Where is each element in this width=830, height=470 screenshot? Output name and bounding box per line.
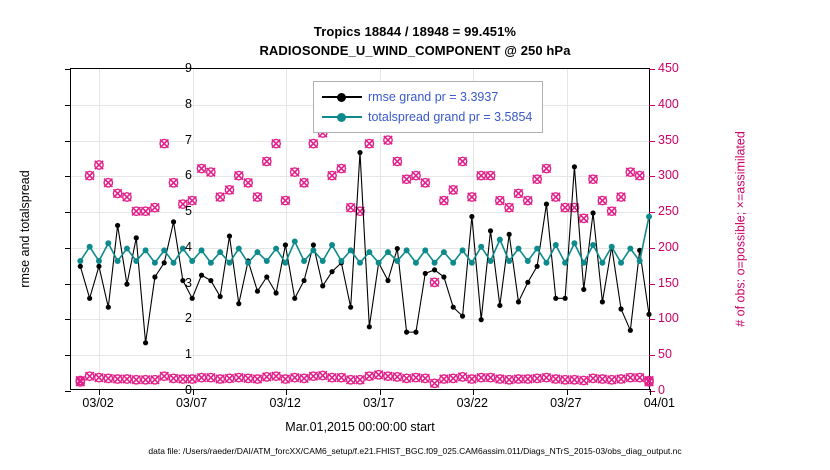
y-tick-label-left: 7 bbox=[185, 132, 192, 147]
y-tick-right bbox=[649, 141, 655, 142]
obs-assimilated-marker bbox=[440, 196, 448, 204]
series-point bbox=[245, 260, 251, 266]
series-point bbox=[366, 249, 372, 255]
series-point bbox=[535, 264, 540, 269]
obs-assimilated-marker bbox=[598, 375, 606, 383]
series-point bbox=[199, 247, 205, 253]
obs-assimilated-marker bbox=[337, 164, 345, 172]
series-point bbox=[385, 278, 390, 283]
obs-assimilated-marker bbox=[319, 371, 327, 379]
obs-assimilated-marker bbox=[486, 171, 494, 179]
obs-assimilated-marker bbox=[216, 193, 224, 201]
obs-assimilated-marker bbox=[263, 157, 271, 165]
obs-assimilated-marker bbox=[384, 372, 392, 380]
legend-item-totalspread bbox=[322, 107, 532, 127]
obs-assimilated-marker bbox=[104, 374, 112, 382]
series-point bbox=[581, 260, 587, 266]
obs-assimilated-marker bbox=[430, 379, 438, 387]
series-point bbox=[236, 246, 242, 252]
legend-label-totalspread: totalspread grand pr = 3.5854 bbox=[368, 110, 533, 124]
series-point bbox=[292, 238, 298, 244]
obs-assimilated-marker bbox=[524, 375, 532, 383]
series-point bbox=[105, 240, 111, 246]
series-point bbox=[488, 258, 494, 264]
obs-assimilated-marker bbox=[421, 179, 429, 187]
y-tick-label-left: 6 bbox=[185, 168, 192, 183]
obs-assimilated-marker bbox=[458, 373, 466, 381]
title-line-1: Tropics 18844 / 18948 = 99.451% bbox=[313, 24, 517, 39]
x-tick bbox=[193, 389, 194, 395]
series-point bbox=[544, 202, 549, 207]
y-tick-label-left: 5 bbox=[185, 204, 192, 219]
series-point bbox=[218, 294, 223, 299]
series-point bbox=[507, 232, 512, 237]
series-point bbox=[274, 290, 279, 295]
obs-assimilated-marker bbox=[188, 375, 196, 383]
series-point bbox=[115, 258, 121, 264]
obs-assimilated-marker bbox=[468, 375, 476, 383]
series-point bbox=[217, 249, 223, 255]
series-point bbox=[226, 260, 232, 266]
obs-assimilated-marker bbox=[374, 371, 382, 379]
obs-assimilated-marker bbox=[458, 157, 466, 165]
series-point bbox=[609, 244, 615, 250]
obs-assimilated-marker bbox=[580, 376, 588, 384]
x-tick-label: 04/01 bbox=[643, 396, 675, 410]
series-point bbox=[310, 247, 316, 253]
series-point bbox=[143, 340, 148, 345]
series-point bbox=[329, 242, 335, 248]
obs-assimilated-marker bbox=[524, 196, 532, 204]
obs-assimilated-marker bbox=[430, 278, 438, 286]
series-point bbox=[301, 258, 307, 264]
y-tick-right bbox=[649, 248, 655, 249]
obs-assimilated-marker bbox=[95, 161, 103, 169]
series-point bbox=[404, 330, 409, 335]
obs-assimilated-marker bbox=[123, 193, 131, 201]
x-tick bbox=[99, 389, 100, 395]
y-tick-label-right: 250 bbox=[658, 204, 679, 219]
series-point bbox=[87, 244, 93, 250]
series-point bbox=[460, 247, 466, 253]
obs-assimilated-marker bbox=[216, 375, 224, 383]
series-point bbox=[115, 223, 120, 228]
y-tick-label-left: 3 bbox=[185, 275, 192, 290]
obs-assimilated-marker bbox=[365, 139, 373, 147]
series-point bbox=[450, 260, 456, 266]
y-tick-label-left: 0 bbox=[185, 383, 192, 397]
series-point bbox=[376, 260, 382, 266]
series-point bbox=[329, 269, 334, 274]
legend-marker-totalspread bbox=[322, 111, 362, 123]
obs-assimilated-marker bbox=[440, 375, 448, 383]
obs-assimilated-marker bbox=[365, 372, 373, 380]
y-axis-label-right: # of obs: o=possible; ×=assimilated bbox=[734, 131, 748, 327]
series-point bbox=[478, 244, 484, 250]
y-tick-left bbox=[65, 391, 71, 392]
obs-assimilated-marker bbox=[309, 139, 317, 147]
series-point bbox=[162, 260, 167, 265]
obs-assimilated-marker bbox=[626, 168, 634, 176]
obs-assimilated-marker bbox=[449, 374, 457, 382]
series-point bbox=[618, 306, 623, 311]
obs-assimilated-marker bbox=[468, 193, 476, 201]
obs-assimilated-marker bbox=[291, 373, 299, 381]
series-point bbox=[254, 249, 260, 255]
series-point bbox=[571, 240, 577, 246]
legend-label-rmse: rmse grand pr = 3.3937 bbox=[368, 90, 499, 104]
obs-assimilated-marker bbox=[169, 374, 177, 382]
series-point bbox=[469, 260, 475, 266]
series-point bbox=[348, 305, 353, 310]
series-point bbox=[385, 249, 391, 255]
series-point bbox=[255, 289, 260, 294]
obs-assimilated-marker bbox=[300, 374, 308, 382]
series-point bbox=[543, 260, 549, 266]
series-point bbox=[394, 258, 400, 264]
obs-assimilated-marker bbox=[533, 374, 541, 382]
x-tick bbox=[380, 389, 381, 395]
obs-assimilated-marker bbox=[291, 168, 299, 176]
series-point bbox=[96, 264, 101, 269]
x-tick-label: 03/22 bbox=[456, 396, 488, 410]
obs-assimilated-marker bbox=[244, 374, 252, 382]
series-point bbox=[320, 258, 326, 264]
series-point bbox=[488, 228, 493, 233]
obs-assimilated-marker bbox=[580, 214, 588, 222]
obs-assimilated-marker bbox=[253, 193, 261, 201]
obs-assimilated-marker bbox=[393, 157, 401, 165]
series-point bbox=[469, 214, 474, 219]
series-point bbox=[525, 280, 530, 285]
obs-assimilated-marker bbox=[393, 373, 401, 381]
series-point bbox=[553, 242, 559, 248]
series-point bbox=[273, 246, 279, 252]
series-point bbox=[208, 278, 213, 283]
x-tick-label: 03/27 bbox=[550, 396, 582, 410]
series-point bbox=[590, 242, 596, 248]
series-point bbox=[451, 305, 456, 310]
y-tick-label-right: 350 bbox=[658, 132, 679, 147]
series-point bbox=[133, 258, 139, 264]
series-point bbox=[106, 305, 111, 310]
obs-assimilated-marker bbox=[328, 373, 336, 381]
obs-assimilated-marker bbox=[384, 136, 392, 144]
obs-assimilated-marker bbox=[160, 372, 168, 380]
series-point bbox=[441, 274, 446, 279]
y-tick-label-right: 50 bbox=[658, 347, 672, 362]
obs-assimilated-marker bbox=[272, 139, 280, 147]
obs-assimilated-marker bbox=[477, 171, 485, 179]
y-tick-right bbox=[649, 176, 655, 177]
obs-assimilated-marker bbox=[496, 375, 504, 383]
y-tick-right bbox=[649, 284, 655, 285]
series-point bbox=[236, 301, 241, 306]
y-tick-right bbox=[649, 212, 655, 213]
obs-assimilated-marker bbox=[300, 179, 308, 187]
series-point bbox=[525, 258, 531, 264]
series-point bbox=[96, 258, 102, 264]
y-tick-label-left: 9 bbox=[185, 61, 192, 75]
obs-assimilated-marker bbox=[225, 186, 233, 194]
obs-assimilated-marker bbox=[337, 373, 345, 381]
obs-assimilated-marker bbox=[561, 376, 569, 384]
obs-assimilated-marker bbox=[253, 375, 261, 383]
obs-assimilated-marker bbox=[281, 196, 289, 204]
obs-assimilated-marker bbox=[598, 196, 606, 204]
obs-assimilated-marker bbox=[561, 203, 569, 211]
obs-assimilated-marker bbox=[225, 374, 233, 382]
y-tick-label-left: 2 bbox=[185, 311, 192, 326]
y-tick-label-right: 100 bbox=[658, 311, 679, 326]
series-point bbox=[506, 258, 512, 264]
series-point bbox=[404, 247, 410, 253]
obs-assimilated-marker bbox=[346, 203, 354, 211]
obs-assimilated-marker bbox=[542, 373, 550, 381]
y-tick-label-right: 150 bbox=[658, 275, 679, 290]
x-tick-label: 03/02 bbox=[82, 396, 114, 410]
obs-assimilated-marker bbox=[635, 373, 643, 381]
obs-assimilated-marker bbox=[244, 179, 252, 187]
obs-assimilated-marker bbox=[533, 175, 541, 183]
series-point bbox=[563, 296, 568, 301]
obs-assimilated-marker bbox=[85, 372, 93, 380]
obs-assimilated-marker bbox=[505, 203, 513, 211]
series-point bbox=[264, 258, 270, 264]
obs-assimilated-marker bbox=[346, 376, 354, 384]
obs-assimilated-marker bbox=[496, 196, 504, 204]
obs-assimilated-marker bbox=[356, 376, 364, 384]
series-point bbox=[413, 260, 419, 266]
obs-assimilated-marker bbox=[207, 168, 215, 176]
series-point bbox=[432, 267, 437, 272]
series-point bbox=[432, 260, 438, 266]
series-point bbox=[283, 242, 288, 247]
series-point bbox=[553, 296, 558, 301]
series-point bbox=[646, 214, 652, 220]
y-tick-label-left: 8 bbox=[185, 96, 192, 111]
obs-assimilated-marker bbox=[552, 193, 560, 201]
y-tick-label-left: 1 bbox=[185, 347, 192, 362]
series-point bbox=[534, 246, 540, 252]
series-point bbox=[208, 260, 214, 266]
data-file-note: data file: /Users/raeder/DAI/ATM_forcXX/CAM6_setup/f.e21.FHIST_BGC.f09_025.CAM6assim.011/Diags_NTrS_2015-03/obs_diag_output.nc bbox=[148, 446, 682, 456]
obs-assimilated-marker bbox=[589, 175, 597, 183]
obs-assimilated-marker bbox=[617, 193, 625, 201]
obs-assimilated-marker bbox=[552, 375, 560, 383]
series-point bbox=[264, 274, 269, 279]
obs-assimilated-marker bbox=[207, 373, 215, 381]
series-point bbox=[599, 260, 605, 266]
series-point bbox=[357, 150, 362, 155]
y-tick-right bbox=[649, 105, 655, 106]
obs-assimilated-marker bbox=[449, 186, 457, 194]
x-tick bbox=[286, 389, 287, 395]
obs-assimilated-marker bbox=[421, 374, 429, 382]
obs-assimilated-marker bbox=[486, 373, 494, 381]
obs-assimilated-marker bbox=[113, 189, 121, 197]
series-point bbox=[320, 283, 325, 288]
x-tick bbox=[473, 389, 474, 395]
series-point bbox=[423, 271, 428, 276]
obs-assimilated-marker bbox=[272, 372, 280, 380]
y-tick-right bbox=[649, 69, 655, 70]
x-tick bbox=[567, 389, 568, 395]
obs-assimilated-marker bbox=[412, 171, 420, 179]
y-tick-label-left: 4 bbox=[185, 239, 192, 254]
series-point bbox=[78, 264, 83, 269]
x-tick-label: 03/12 bbox=[269, 396, 301, 410]
obs-assimilated-marker bbox=[608, 207, 616, 215]
obs-assimilated-marker bbox=[197, 164, 205, 172]
series-point bbox=[124, 282, 129, 287]
series-point bbox=[441, 249, 447, 255]
obs-assimilated-marker bbox=[589, 374, 597, 382]
series-point bbox=[479, 317, 484, 322]
series-point bbox=[171, 260, 177, 266]
y-tick-right bbox=[649, 355, 655, 356]
obs-assimilated-marker bbox=[235, 373, 243, 381]
x-tick bbox=[650, 389, 651, 395]
obs-assimilated-marker bbox=[95, 373, 103, 381]
obs-assimilated-marker bbox=[235, 171, 243, 179]
obs-assimilated-marker bbox=[635, 171, 643, 179]
obs-assimilated-marker bbox=[281, 375, 289, 383]
series-point bbox=[581, 287, 586, 292]
y-tick-label-right: 300 bbox=[658, 168, 679, 183]
obs-assimilated-marker bbox=[412, 373, 420, 381]
series-point bbox=[282, 260, 288, 266]
series-point bbox=[189, 258, 195, 264]
obs-assimilated-marker bbox=[505, 376, 513, 384]
x-axis-title: Mar.01,2015 00:00:00 start bbox=[285, 420, 435, 434]
obs-assimilated-marker bbox=[402, 175, 410, 183]
obs-assimilated-marker bbox=[328, 171, 336, 179]
series-point bbox=[292, 296, 297, 301]
series-point bbox=[338, 258, 344, 264]
obs-assimilated-marker bbox=[104, 179, 112, 187]
series-point bbox=[497, 303, 502, 308]
obs-assimilated-marker bbox=[263, 373, 271, 381]
y-tick-label-right: 400 bbox=[658, 96, 679, 111]
series-point bbox=[516, 299, 521, 304]
obs-assimilated-marker bbox=[309, 372, 317, 380]
series-point bbox=[637, 258, 643, 264]
series-point bbox=[562, 260, 568, 266]
obs-assimilated-marker bbox=[402, 374, 410, 382]
title-line-2: RADIOSONDE_U_WIND_COMPONENT @ 250 hPa bbox=[259, 43, 571, 58]
series-point bbox=[590, 210, 595, 215]
series-point bbox=[227, 234, 232, 239]
series-point bbox=[152, 260, 158, 266]
y-tick-label-right: 200 bbox=[658, 239, 679, 254]
series-point bbox=[87, 296, 92, 301]
series-point bbox=[301, 278, 306, 283]
legend bbox=[313, 81, 543, 133]
series-point bbox=[357, 260, 363, 266]
y-tick-right bbox=[649, 319, 655, 320]
obs-assimilated-marker bbox=[113, 375, 121, 383]
obs-assimilated-marker bbox=[542, 164, 550, 172]
series-point bbox=[171, 219, 176, 224]
y-axis-label-left: rmse and totalspread bbox=[18, 170, 32, 288]
obs-assimilated-marker bbox=[179, 375, 187, 383]
series-point bbox=[600, 299, 605, 304]
y-tick-label-right: 0 bbox=[658, 383, 665, 397]
series-point bbox=[572, 164, 577, 169]
x-tick-label: 03/17 bbox=[363, 396, 395, 410]
obs-assimilated-marker bbox=[197, 373, 205, 381]
series-point bbox=[628, 328, 633, 333]
series-point bbox=[367, 324, 372, 329]
y-tick-label-right: 450 bbox=[658, 61, 679, 75]
series-point bbox=[124, 246, 130, 252]
series-point bbox=[413, 330, 418, 335]
series-point bbox=[646, 312, 651, 317]
obs-assimilated-marker bbox=[123, 375, 131, 383]
series-point bbox=[199, 273, 204, 278]
series-point bbox=[515, 246, 521, 252]
obs-assimilated-marker bbox=[617, 375, 625, 383]
x-tick-label: 03/07 bbox=[175, 396, 208, 410]
series-point bbox=[497, 237, 503, 243]
obs-assimilated-marker bbox=[570, 376, 578, 384]
legend-item-rmse bbox=[322, 87, 532, 107]
obs-assimilated-marker bbox=[626, 373, 634, 381]
series-point bbox=[348, 247, 354, 253]
legend-marker-rmse bbox=[322, 91, 362, 103]
series-point bbox=[460, 314, 465, 319]
series-point bbox=[77, 258, 83, 264]
obs-assimilated-marker bbox=[514, 375, 522, 383]
series-point bbox=[190, 296, 195, 301]
obs-assimilated-marker bbox=[85, 171, 93, 179]
series-point bbox=[618, 260, 624, 266]
obs-assimilated-marker bbox=[608, 376, 616, 384]
chart-title bbox=[0, 22, 830, 60]
obs-assimilated-marker bbox=[477, 373, 485, 381]
series-point bbox=[311, 242, 316, 247]
series-point bbox=[422, 247, 428, 253]
obs-assimilated-marker bbox=[514, 189, 522, 197]
series-point bbox=[395, 246, 400, 251]
series-point bbox=[627, 246, 633, 252]
